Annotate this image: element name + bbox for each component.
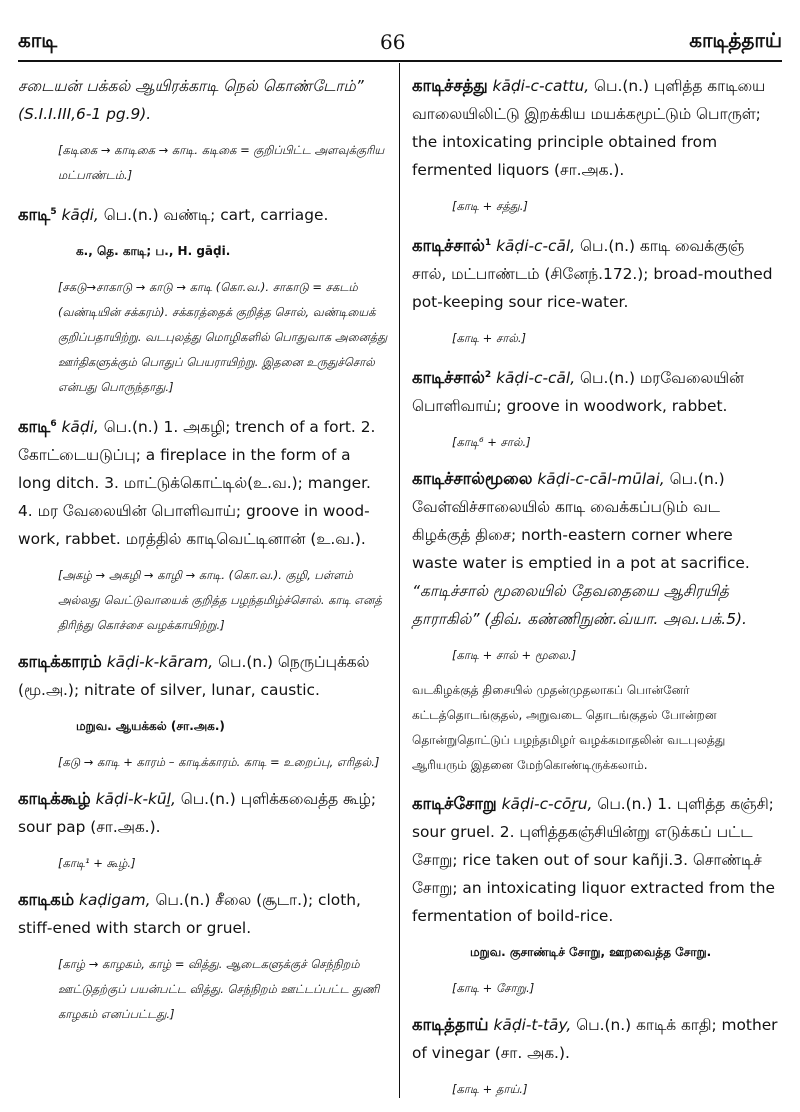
definition: பெ.(n.) 1. அகழி; trench of a fort. 2. கோட்டையடுப்பு; a fireplace in the form of a long ditch. 3. மாட்டுக்கொட்டில்(உ.வ.); manger. 4. மர வேலையின் பொளிவாய்; groove in wood-work, rabbet. மரத்தில் காடிவெட்டினான் (உ.வ.). [18, 418, 376, 549]
etymology-note: [கடு → காடி + காரம் – காடிக்காரம். காடி = உறைப்பு, எரிதல்.] [58, 755, 380, 770]
entry-kadiccattu [412, 72, 782, 184]
etymology-note: [காடி + தாய்.] [452, 1082, 528, 1097]
definition: பெ.(n.) வேள்விச்சாலையில் காடி வைக்கப்படும் வட கிழக்குத் திசை; north-eastern corner where waste water is emptied in a pot at sacrifice. [412, 470, 750, 573]
entry-kadi-6 [18, 410, 388, 553]
explanatory-note: வடகிழக்குத் திசையில் முதன்முதலாகப் பொன்னேர் கட்டத்தொடங்குதல், அறுவடை தொடங்குதல் போன்றன தொன்றுதொட்டுப் பழந்தமிழர் வழக்கமாதலின் வடபுலத்து ஆரியரும் இதனை மேற்கொண்டிருக்கலாம். [412, 683, 726, 773]
entry-kadiccoru [412, 790, 782, 930]
definition: பெ.(n.) 1. புளித்த கஞ்சி; sour gruel. 2. புளித்தகஞ்சியின்று எடுக்கப் பட்ட சோறு; rice taken out of sour kañji.3. சொண்டிச் சோறு; an intoxicating liquor extracted from the fermentation of boild-rice. [412, 795, 775, 926]
entry-kadigam [18, 886, 388, 942]
homonym-number: 5 [50, 207, 57, 217]
entry-kadi-5 [18, 198, 388, 229]
headword: காடிச்சத்து [412, 76, 488, 95]
headword: காடிக்காரம் [18, 652, 102, 672]
transliteration: kāḍi-c-cōṟu, [501, 795, 593, 814]
definition: பெ.(n.) சீலை (சூடா.); cloth, stiff-ened with starch or gruel. [18, 891, 361, 938]
headword: காடிச்சால்மூலை [412, 469, 533, 489]
etymology-note: [காடி + சால் + மூலை.] [452, 648, 577, 663]
definition: பெ.(n.) நெருப்புக்கல் (மூ.அ.); nitrate of silver, lunar, caustic. [18, 653, 370, 700]
synonyms: மறுவ. குசாண்டிச் சோறு, ஊறவைத்த சோறு. [470, 945, 712, 960]
etymology-note: [காடி⁶ + சால்.] [452, 435, 531, 450]
etymology-note: [சகடு→சாகாடு → காடு → காடி (கொ.வ.). சாகாடு = சகடம் (வண்டியின் சக்கரம்). சக்கரத்தைக் குறித்த சொல், வண்டியைக் குறிப்பதாயிற்று. வடபுலத்து மொழிகளில் பொதுவாக அனைத்து ஊர்திகளுக்கும் பொதுப் பெயராயிற்று. இதனை உருதுச்சொல் என்பது பொருந்தாது.] [58, 280, 388, 395]
etymology-note: [காழ் → காழகம், காழ் = வித்து. ஆடைகளுக்குச் செந்நிறம் ஊட்டுதற்குப் பயன்பட்ட வித்து. செந்நிறம் ஊட்டப்பட்ட துணி காழகம் எனப்பட்டது.] [58, 957, 380, 1022]
entry-kadiccal-1 [412, 229, 782, 316]
definition: பெ.(n.) புளித்த காடியை வாலையிலிட்டு இறக்கிய மயக்கமூட்டும் பொருள்; the intoxicating principle obtained from fermented liquors (சா.அக.). [412, 77, 766, 179]
homonym-number: 1 [484, 238, 492, 248]
definition: பெ.(n.) மரவேலையின் பொளிவாய்; groove in woodwork, rabbet. [412, 369, 744, 416]
transliteration: kaḍigam, [79, 891, 151, 910]
synonyms: மறுவ. ஆயக்கல் (சா.அக.) [76, 719, 225, 734]
transliteration: kāḍi-t-tāy, [493, 1016, 572, 1035]
transliteration: kāḍi-c-cattu, [492, 77, 590, 95]
page-number: 66 [380, 30, 406, 54]
headword: காடி [18, 205, 51, 225]
etymology-note: [அகழ் → அகழி → காழி → காடி. (கொ.வ.). குழி, பள்ளம் அல்லது வெட்டுவாயைக் குறித்த பழந்தமிழ்ச்சொல். காடி எனத் திரிந்து கொச்சை வழக்காயிற்று.] [58, 568, 382, 633]
citation-quote: “காடிச்சால் மூலையில் தேவதையை ஆசிரயித் தாராகில்” (திவ். கண்ணிநுண்.வ்யா. அவ.பக்.5). [412, 582, 747, 629]
left-column [18, 72, 388, 1037]
transliteration: kāḍi-k-kūḻ, [95, 790, 176, 809]
headword: காடிக்கூழ் [18, 789, 91, 809]
page-header [0, 0, 800, 58]
headword: காடிச்சால் [412, 368, 485, 388]
header-rule [18, 60, 782, 62]
transliteration: kāḍi, [61, 206, 99, 225]
etymology-note: [காடி + சத்து.] [452, 199, 528, 213]
entry-kadiccalmulai [412, 465, 782, 633]
column-divider [399, 63, 400, 1098]
left-guide-word: காடி [18, 28, 58, 52]
cognates: க., தெ. காடி; ப., H. gāḍi. [76, 244, 231, 259]
headword: காடித்தாய் [412, 1015, 489, 1035]
headword: காடி [18, 417, 51, 437]
transliteration: kāḍi-k-kāram, [106, 653, 214, 672]
definition: பெ.(n.) வண்டி; cart, carriage. [103, 206, 329, 225]
definition: பெ.(n.) புளிக்கவைத்த கூழ்; sour pap (சா.அக.). [18, 790, 377, 837]
right-column [412, 72, 782, 1112]
headword: காடிச்சோறு [412, 794, 497, 814]
etymology-note: [காடி + சோறு.] [452, 981, 535, 996]
definition: பெ.(n.) காடி வைக்குஞ் சால், மட்பாண்டம் (சினேந்.172.); broad-mouthed pot-keeping sour rice-water. [412, 237, 773, 312]
etymology-note: [காடி¹ + கூழ்.] [58, 856, 136, 871]
entry-kadiccal-2 [412, 361, 782, 420]
transliteration: kāḍi-c-cāl, [496, 369, 576, 388]
homonym-number: 6 [50, 419, 57, 430]
etymology-note: [காடி + சால்.] [452, 331, 527, 346]
transliteration: kāḍi-c-cāl, [496, 237, 576, 256]
right-guide-word: காடித்தாய் [689, 28, 782, 52]
transliteration: kāḍi, [61, 418, 99, 437]
etymology-note: [கடிகை → காடிகை → காடி. கடிகை = குறிப்பிட்ட அளவுக்குரிய மட்பாண்டம்.] [58, 143, 385, 182]
entry-kadikkaram [18, 648, 388, 704]
homonym-number: 2 [484, 370, 492, 381]
definition: பெ.(n.) காடிக் காதி; mother of vinegar (சா. அக.). [412, 1016, 778, 1063]
headword: காடிகம் [18, 890, 75, 910]
transliteration: kāḍi-c-cāl-mūlai, [537, 470, 665, 489]
entry-kadittay [412, 1011, 782, 1067]
continued-quote: சடையன் பக்கல் ஆயிரக்காடி நெல் கொண்டோம்” (S.I.I.III,6-1 pg.9). [18, 77, 364, 123]
headword: காடிச்சால் [412, 236, 485, 256]
entry-kadikkul [18, 785, 388, 841]
